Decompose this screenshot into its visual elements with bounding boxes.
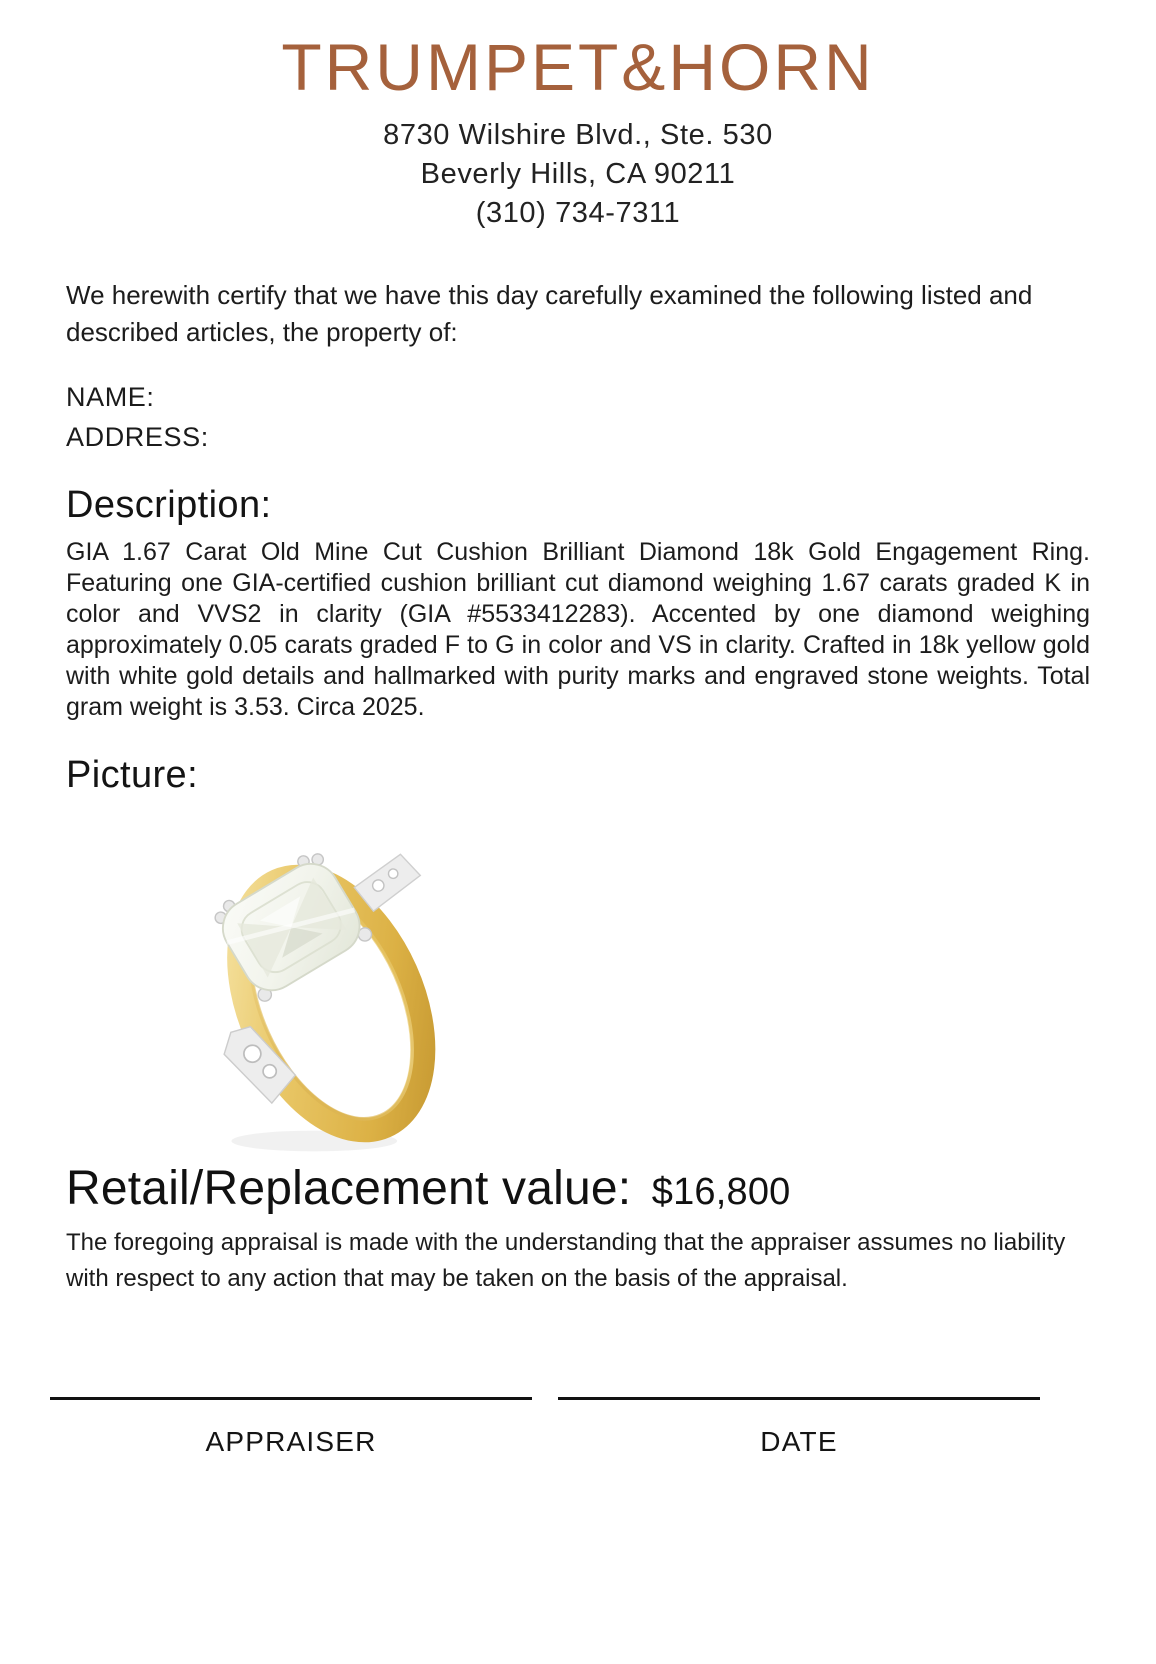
valuation-heading: Retail/Replacement value: — [66, 1162, 632, 1215]
address-line-1: 8730 Wilshire Blvd., Ste. 530 — [383, 119, 773, 151]
description-heading: Description: — [66, 484, 272, 526]
owner-fields — [66, 377, 1090, 457]
ring-photo — [164, 785, 474, 1157]
brand-logo: TRUMPET&HORN — [281, 30, 875, 104]
valuation-disclaimer: The foregoing appraisal is made with the understanding that the appraiser assumes no liability with respect to any action that may be taken on the basis of the appraisal. — [66, 1229, 1066, 1292]
document-header — [0, 0, 1156, 233]
certification-statement: We herewith certify that we have this day carefully examined the following listed and described articles, the property of: — [66, 280, 1033, 347]
brand-phone: (310) 734-7311 — [475, 197, 681, 229]
address-line-2: Beverly Hills, CA 90211 — [420, 158, 736, 190]
date-signature-line — [558, 1397, 1040, 1400]
appraiser-label: APPRAISER — [205, 1426, 377, 1457]
appraiser-signature-line — [50, 1397, 532, 1400]
valuation-row — [66, 1161, 1090, 1217]
valuation-amount: $16,800 — [651, 1171, 791, 1213]
date-label: DATE — [760, 1426, 838, 1457]
brand-address — [0, 116, 1156, 233]
picture-heading: Picture: — [66, 754, 199, 796]
address-field-label: ADDRESS: — [66, 422, 209, 452]
appraiser-signature-block — [50, 1397, 532, 1458]
name-field-label: NAME: — [66, 382, 155, 412]
engagement-ring-illustration — [164, 785, 474, 1157]
signature-area — [50, 1397, 1040, 1458]
date-signature-block — [558, 1397, 1040, 1458]
description-text: GIA 1.67 Carat Old Mine Cut Cushion Brilliant Diamond 18k Gold Engagement Ring. Featuring one GIA-certified cushion brilliant cut diamond weighing 1.67 carats graded K in color and VVS2 in clarity (GIA #5533412283). Accented by one diamond weighing approximately 0.05 carats graded F to G in color and VS in clarity. Crafted in 18k yellow gold with white gold details and hallmarked with purity marks and engraved stone weights. Total gram weight is 3.53. Circa 2025. — [66, 538, 1090, 721]
